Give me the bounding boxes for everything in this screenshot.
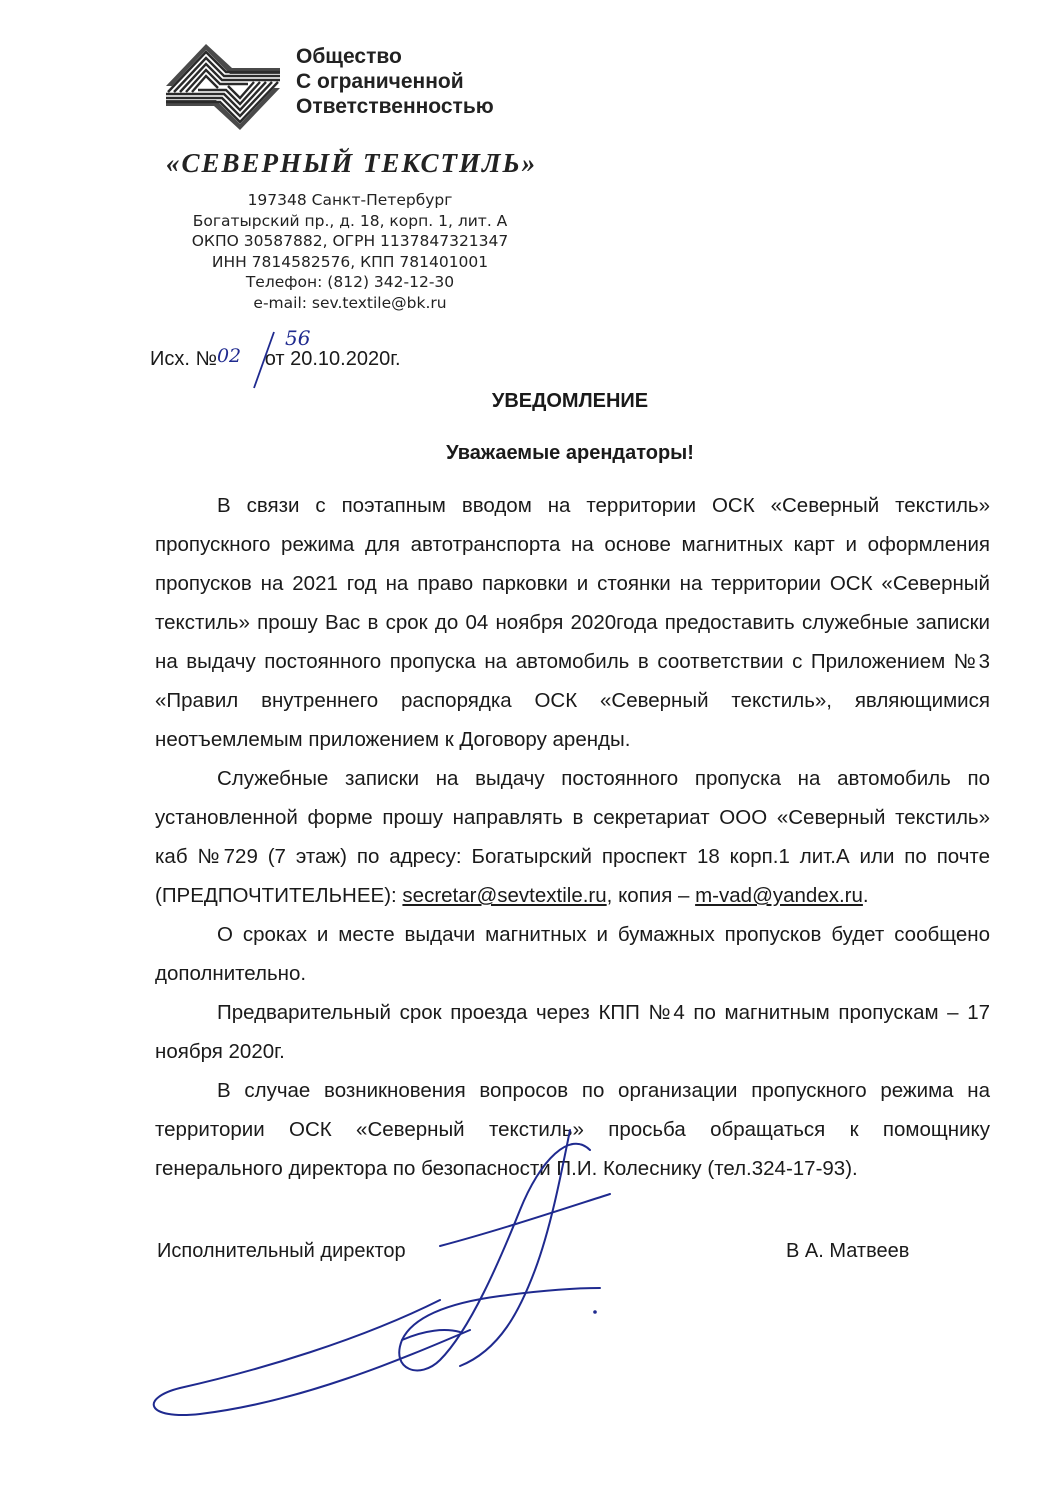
paragraph-2-copy: , копия – (606, 884, 696, 907)
org-line-3: Ответственностью (296, 95, 494, 118)
signer-position: Исполнительный директор (157, 1240, 406, 1262)
registration-codes-line: ОКПО 30587882, ОГРН 1137847321347 (191, 232, 509, 250)
organization-name (296, 44, 494, 119)
tax-ids-line: ИНН 7814582576, КПП 781401001 (211, 252, 489, 271)
paragraph-1: В связи с поэтапным вводом на территории ОСК «Северный текстиль» пропускного режима для автотранспорта на основе магнитных карт и оформления пропусков на 2021 год на право парковки и стоянки на территории ОСК «Северный текстиль» прошу Вас в срок до 04 ноября 2020года предоставить служебные записки на выдачу постоянного пропуска на автомобиль в соответствии с Приложением №3 «Правил внутреннего распорядка ОСК «Северный текстиль», являющимися неотъемлемым приложением к Договору аренды. (155, 494, 990, 751)
org-line-2: С ограниченной (296, 70, 464, 93)
paragraph-2-end: . (862, 884, 869, 907)
phone-line: Телефон: (812) 342-12-30 (245, 273, 455, 291)
paragraph-5: В случае возникновения вопросов по организации пропускного режима на территории ОСК «Северный текстиль» просьба обращаться к помощнику генерального директора по безопасности П.И. Колеснику (тел.324-17-93). (155, 1079, 990, 1180)
company-logo (160, 38, 286, 136)
paragraph-2-text: Служебные записки на выдачу постоянного пропуска на автомобиль по установленной форме прошу направлять в секретариат ООО «Северный текстиль» каб №729 (7 этаж) по адресу: Богатырский проспект 18 корп.1 лит.А или по почте (ПРЕДПОЧТИТЕЛЬНЕЕ): (155, 767, 990, 907)
paragraph-3: О сроках и месте выдачи магнитных и бумажных пропусков будет сообщено дополнительно. (155, 923, 990, 985)
reference-date: от 20.10.2020г. (264, 348, 401, 370)
paragraph-2 (155, 759, 990, 915)
paragraph-4: Предварительный срок проезда через КПП №4 по магнитным пропускам – 17 ноября 2020г. (155, 1001, 990, 1063)
email-link-secretariat[interactable]: secretar@sevtextile.ru (402, 884, 607, 907)
email-link-copy[interactable]: m-vad@yandex.ru (695, 884, 863, 907)
outgoing-reference (150, 326, 401, 371)
letter-body (155, 486, 990, 1188)
brand-name: «СЕВЕРНЫЙ ТЕКСТИЛЬ» (166, 148, 538, 178)
address-line: Богатырский пр., д. 18, корп. 1, лит. А (192, 211, 508, 230)
company-address-block (150, 190, 550, 313)
signer-name: В А. Матвеев (786, 1240, 910, 1262)
handwritten-number-1: 02 (216, 345, 242, 367)
handwritten-number-2: 56 (285, 326, 311, 350)
email-line: e-mail: sev.textile@bk.ru (253, 293, 447, 312)
handwritten-slash (248, 330, 278, 390)
address-line: 197348 Санкт-Петербург (247, 191, 453, 209)
org-line-1: Общество (296, 45, 402, 68)
handwritten-signature (140, 1120, 660, 1450)
reference-prefix: Исх. № (150, 348, 217, 370)
greeting: Уважаемые арендаторы! (446, 442, 694, 464)
document-title: УВЕДОМЛЕНИЕ (491, 390, 649, 412)
